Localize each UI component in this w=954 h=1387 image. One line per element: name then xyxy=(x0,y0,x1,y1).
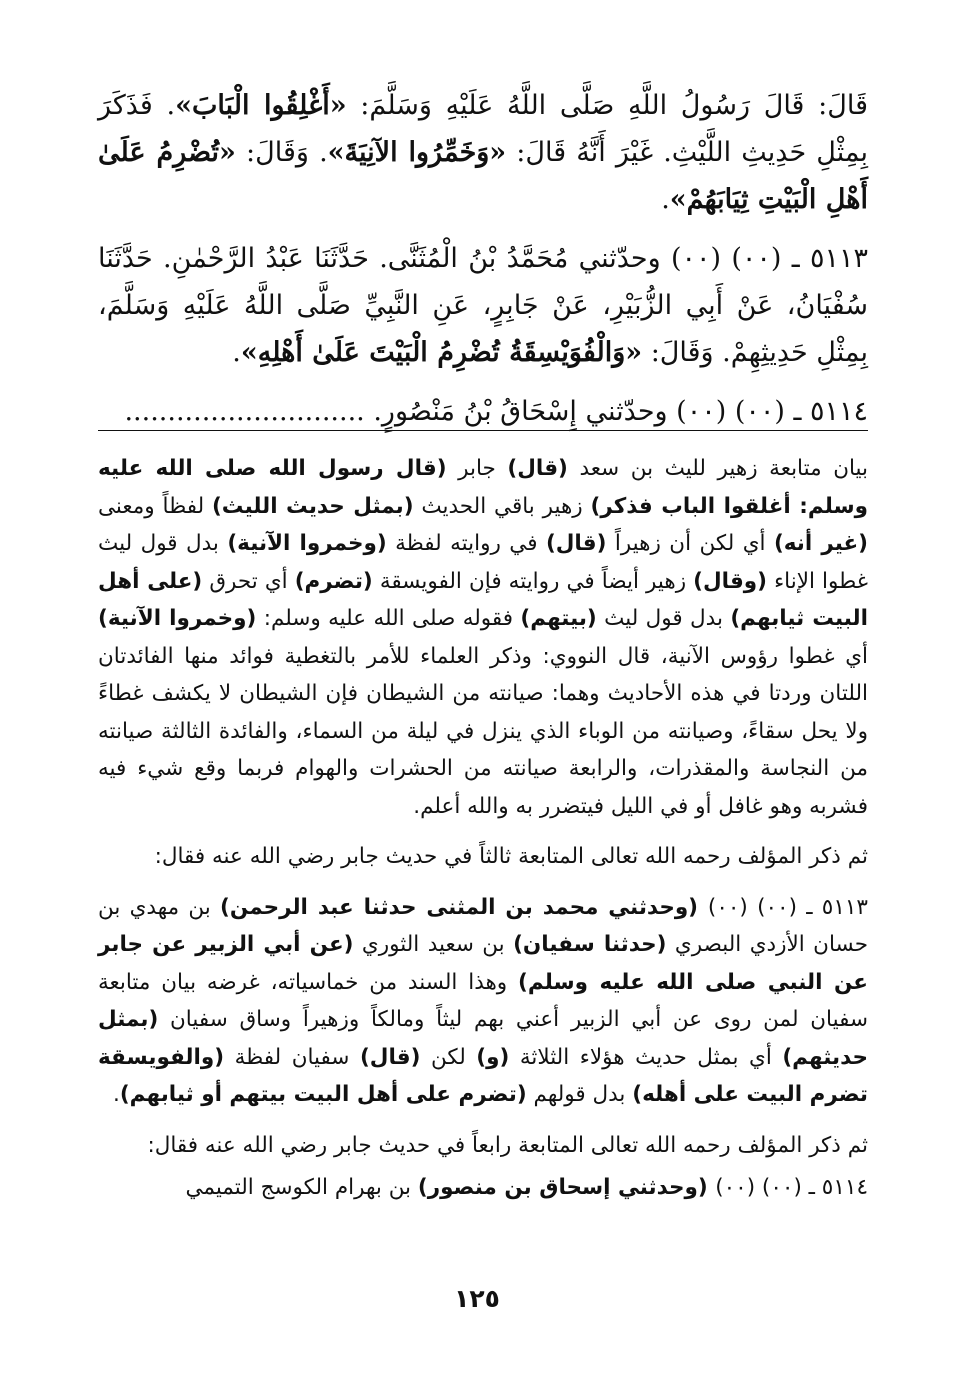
commentary-text: . xyxy=(113,1082,120,1107)
commentary-bold: (والفويسقة تضرم البيت على أهله) xyxy=(98,1044,868,1107)
commentary-paragraph-5114 xyxy=(98,1169,868,1207)
commentary-bold: (عن أبي الزبير عن جابر عن النبي صلى الله عليه وسلم) xyxy=(98,932,868,995)
hadith-number: ٥١١٣ ـ (٠٠) (٠٠) xyxy=(707,894,868,920)
commentary-bold: (تضرم) xyxy=(294,568,373,594)
hadith-text: . وَقَالَ: xyxy=(235,137,328,168)
commentary-text: جابر xyxy=(446,456,508,481)
commentary-text: أي بمثل حديث هؤلاء الثلاثة xyxy=(509,1044,783,1070)
hadith-number: ٥١١٣ ـ (٠٠) (٠٠) xyxy=(670,243,868,274)
commentary-text: فقوله صلى الله عليه وسلم: xyxy=(256,606,521,631)
commentary-bold: (بمثل حديث الليث) xyxy=(211,493,414,519)
commentary-text: أي غطوا رؤوس الآنية، قال النووي: وذكر العلماء للأمر بالتغطية فوائد منها الفائدتان اللتان وردتا في هذه الأحاديث وهما: صيانته من الشيطان فإن الشيطان لا يكشف غطاءً ولا يحل سقاءً، وصيانته من الوباء الذي ينزل في ليلة من السماء، والفائدة الثالثة صيانته من النجاسة والمقذرات، والرابعة صيانته من الحشرات والهوام فربما وقع شيء فيه فشربه وهو غافل أو في الليل فيتضرر به والله أعلم. xyxy=(98,643,868,819)
commentary-text: بدل قول ليث xyxy=(596,606,731,631)
commentary-text: وهذا السند من خماسياته، غرضه بيان متابعة سفيان لمن روى عن أبي الزبير أعني بهم ليثاً ومالكاً وزهيراً وساق سفيان xyxy=(98,969,868,1032)
main-hadith-text xyxy=(98,82,868,435)
hadith-number: ٥١١٤ ـ (٠٠) (٠٠) xyxy=(676,396,868,427)
commentary-text: بدل قولهم xyxy=(526,1082,633,1107)
hadith-text: وحدّثني مُحَمَّدُ بْنُ الْمُثَنَّى. حَدَّثَنَا عَبْدُ الرَّحْمٰنِ. حَدَّثَنَا سُفْيَانُ، عَنْ أَبِي الزُّبَيْرِ، عَنْ جَابِرٍ، عَنِ النَّبِيِّ صَلَّى اللَّهُ عَلَيْهِ وَسَلَّمَ، بِمِثْلِ حَدِيثِهِمْ. وَقَالَ: xyxy=(98,243,868,368)
hadith-text: قَالَ: قَالَ رَسُولُ اللَّهِ صَلَّى اللَّهُ عَلَيْهِ وَسَلَّمَ: xyxy=(346,90,869,121)
commentary-text: بن مهدي بن حسان الأزدي البصري xyxy=(98,894,868,957)
commentary-text: أي تحرق xyxy=(202,568,295,594)
commentary-bold: (حدثنا سفيان) xyxy=(513,932,667,957)
commentary-bold: (قال) xyxy=(507,456,568,481)
continuation-dots: ............................ xyxy=(124,396,365,427)
commentary-text: بن سعيد الثوري xyxy=(353,932,514,957)
hadith-number: ٥١١٤ ـ (٠٠) (٠٠) xyxy=(715,1175,868,1200)
hadith-text: . xyxy=(661,184,670,215)
commentary-paragraph-5113 xyxy=(98,889,868,1114)
commentary-text: بدل قول ليث غطوا الإناء xyxy=(98,531,868,594)
commentary-bold: (غير أنه) xyxy=(773,531,868,556)
commentary-text: بن بهرام الكوسج التميمي xyxy=(185,1175,418,1200)
commentary-text: بيان متابعة زهير لليث بن سعد xyxy=(567,456,868,481)
commentary-paragraph-2: ثم ذكر المؤلف رحمه الله تعالى المتابعة ثالثاً في حديث جابر رضي الله عنه فقال: xyxy=(154,844,868,869)
hadith-paragraph-5113 xyxy=(98,235,868,376)
hadith-paragraph-1 xyxy=(98,82,868,223)
commentary-bold: (وخمروا الآنية) xyxy=(98,606,257,631)
hadith-text: . فَذَكَرَ بِمِثْلِ حَدِيثِ اللَّيْثِ. غَيْرَ أَنَّهُ قَالَ: xyxy=(98,90,868,168)
commentary-bold: (بمثل حديثهم) xyxy=(98,1007,868,1070)
commentary-text: سفيان لفظة xyxy=(224,1044,360,1070)
section-divider xyxy=(98,430,868,431)
commentary-text: في روايته لفظة xyxy=(386,531,546,556)
commentary-text: أي لكن أن زهيراً xyxy=(606,531,774,556)
commentary-bold: (وحدثني محمد بن المثنى حدثنا عبد الرحمن) xyxy=(220,894,708,920)
commentary-text: لكن xyxy=(420,1044,477,1070)
commentary-paragraph-4: ثم ذكر المؤلف رحمه الله تعالى المتابعة رابعاً في حديث جابر رضي الله عنه فقال: xyxy=(147,1132,868,1158)
hadith-quote: «وَالْفُوَيْسِقَةُ تُضْرِمُ الْبَيْتَ عَلَىٰ أَهْلِهِ» xyxy=(240,337,643,368)
commentary-bold: (بيتهم) xyxy=(520,606,597,631)
hadith-text: . xyxy=(232,337,241,368)
commentary-bold: (قال) xyxy=(545,531,607,556)
commentary-text: زهير أيضاً في روايته فإن الفويسقة xyxy=(372,568,694,594)
commentary-bold: (قال) xyxy=(359,1044,421,1070)
hadith-quote: «وَخَمِّرُوا الآنِيَةَ» xyxy=(327,137,507,168)
commentary-bold: (وحدثني إسحاق بن منصور) xyxy=(417,1175,716,1200)
hadith-quote: «تُضْرِمُ عَلَىٰ أَهْلِ الْبَيْتِ ثِيَابَهُمْ» xyxy=(98,137,868,215)
hadith-quote: «أَغْلِقُوا الْبَابَ» xyxy=(175,90,347,121)
hadith-paragraph-5114 xyxy=(98,388,868,435)
commentary-bold: (على أهل البيت ثيابهم) xyxy=(98,568,868,631)
commentary-bold: (وخمروا الآنية) xyxy=(227,531,387,556)
commentary-bold: (وقال) xyxy=(693,568,767,594)
page-number: ١٢٥ xyxy=(454,1284,500,1313)
commentary-section xyxy=(98,450,868,1220)
hadith-text: وحدّثني إِسْحَاقُ بْنُ مَنْصُورٍ. xyxy=(364,396,677,427)
commentary-text: لفظاً ومعنى xyxy=(98,493,212,519)
commentary-text: زهير باقي الحديث xyxy=(413,493,591,519)
commentary-bold: (تضرم على أهل البيت بيتهم أو ثيابهم) xyxy=(119,1082,527,1107)
commentary-bold: (قال رسول الله صلى الله عليه وسلم: أغلقوا الباب فذكر) xyxy=(98,456,868,519)
commentary-paragraph-1 xyxy=(98,450,868,825)
commentary-bold: (و) xyxy=(476,1044,510,1070)
